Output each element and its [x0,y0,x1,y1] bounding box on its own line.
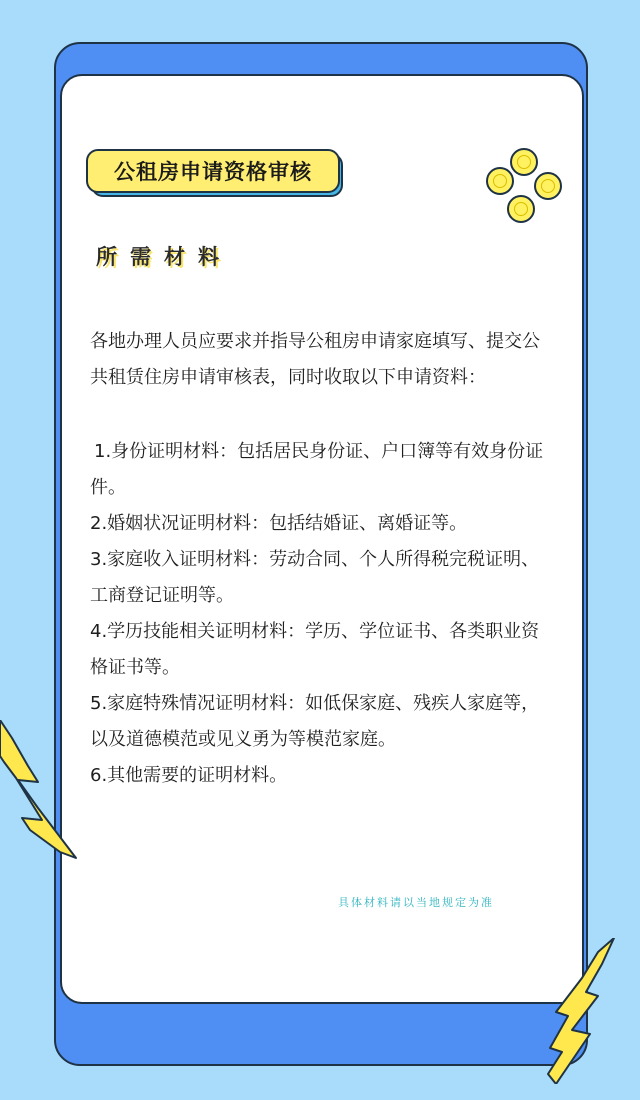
coin-icon [507,195,535,223]
list-item: 6.其他需要的证明材料。 [90,765,288,786]
list-item: 5.家庭特殊情况证明材料：如低保家庭、残疾人家庭等，以及道德模范或见义勇为等模范家庭。 [90,693,540,750]
coin-icon [486,167,514,195]
page-title: 公租房申请资格审核 [86,149,340,193]
lightning-bolt-icon [0,720,86,860]
list-item: 4.学历技能相关证明材料：学历、学位证书、各类职业资格证书等。 [90,621,540,678]
materials-list [90,434,550,794]
lightning-bolt-icon [538,938,628,1084]
list-item: 1.身份证明材料：包括居民身份证、户口簿等有效身份证件。 [90,441,544,498]
section-heading: 所需材料 [96,245,232,269]
coin-icon [534,172,562,200]
intro-paragraph: 各地办理人员应要求并指导公租房申请家庭填写、提交公共租赁住房申请审核表，同时收取以下申请资料： [90,331,540,388]
list-item: 3.家庭收入证明材料：劳动合同、个人所得税完税证明、工商登记证明等。 [90,549,540,606]
coin-icon [510,148,538,176]
list-item: 2.婚姻状况证明材料：包括结婚证、离婚证等。 [90,513,468,534]
footer-note: 具体材料请以当地规定为准 [338,896,494,909]
